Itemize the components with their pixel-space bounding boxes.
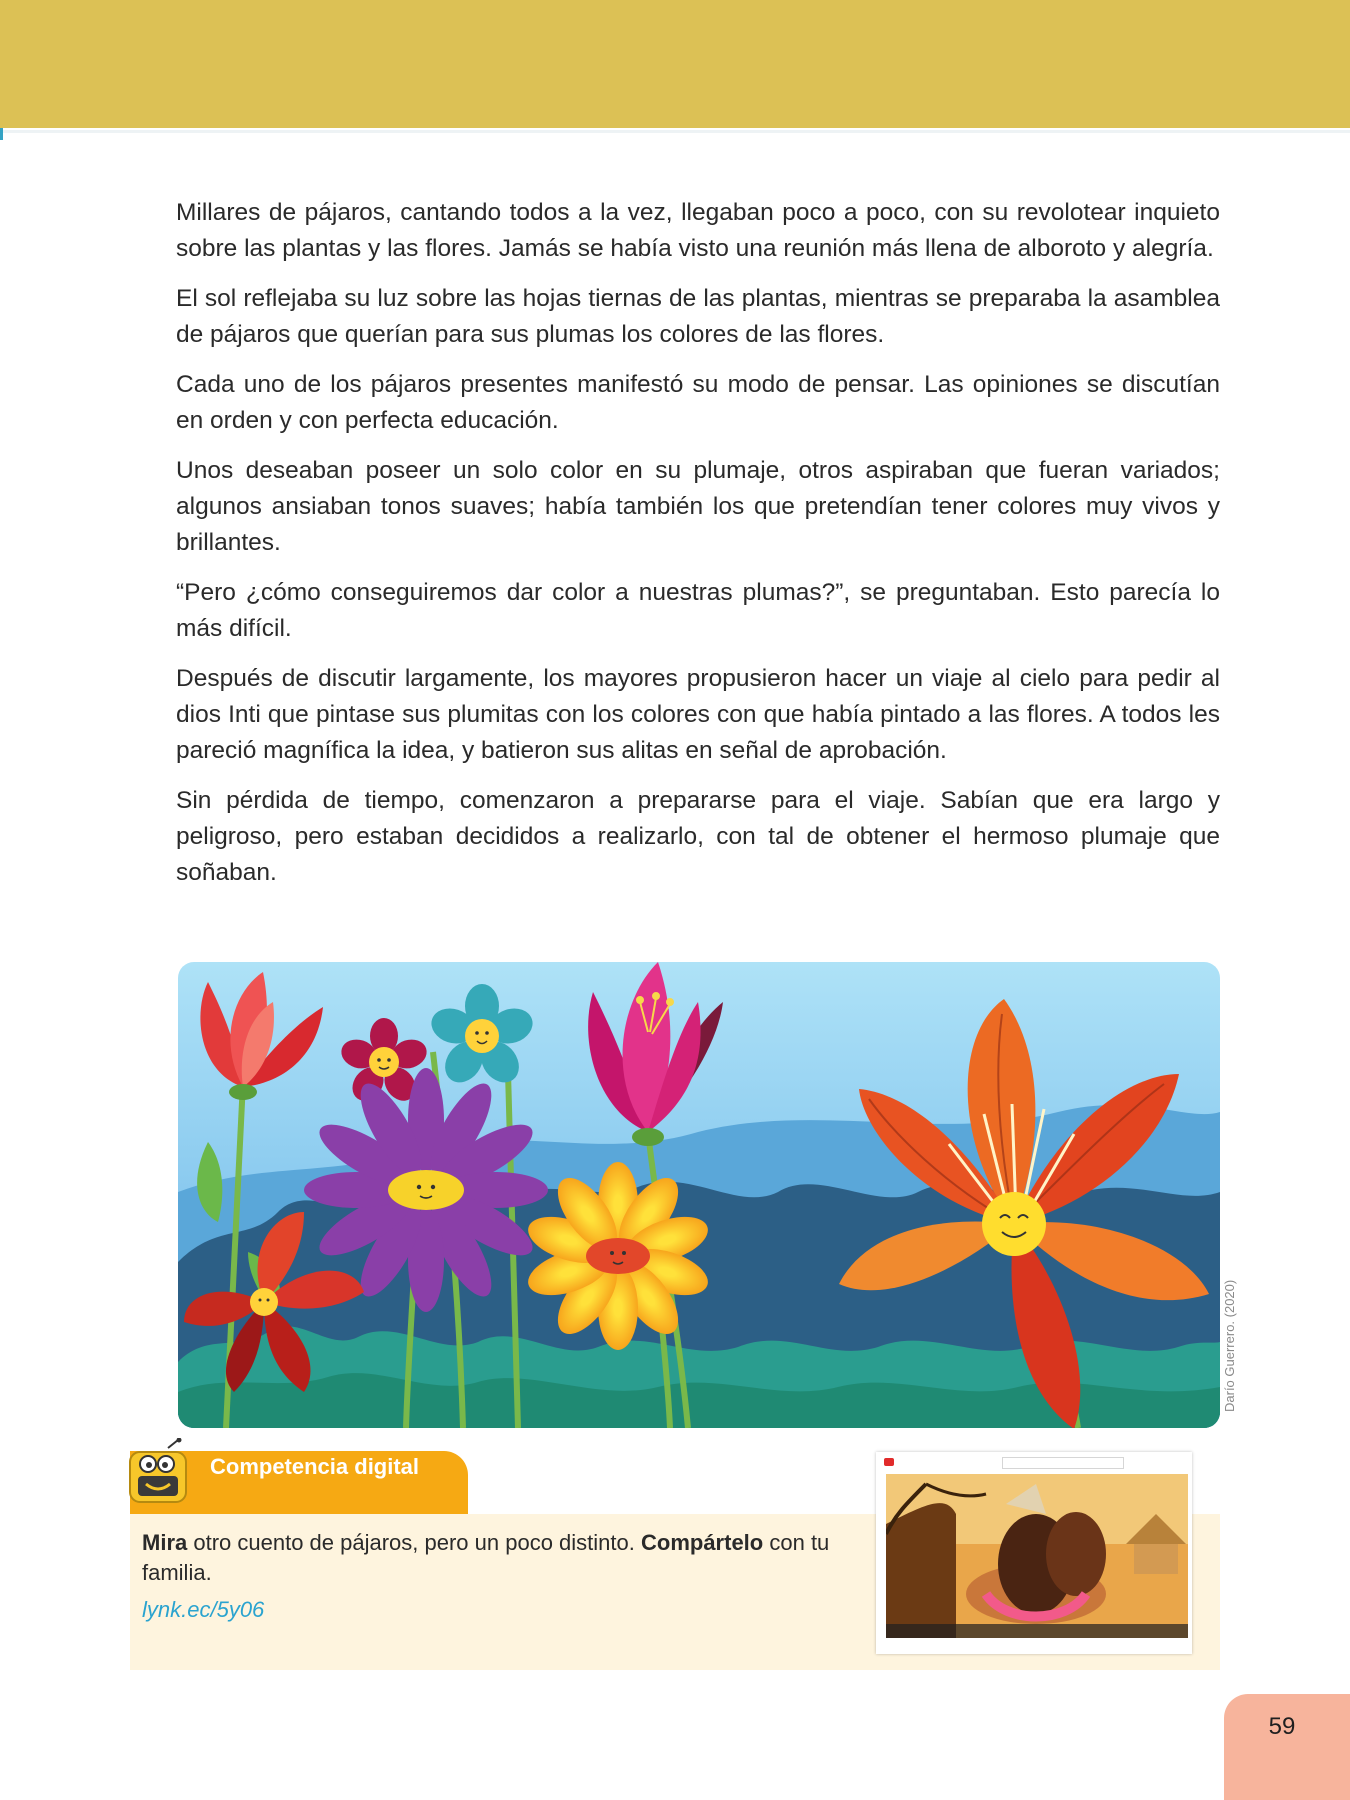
- header-rule: [0, 130, 1350, 133]
- story-paragraph-1: Millares de pájaros, cantando todos a la vez, llegaban poco a poco, con su revolotear inquieto sobre las plantas y las flores. Jamás se había visto una reunión más llena de alboroto y alegría.: [176, 199, 1220, 262]
- digital-competence-text: [142, 1528, 862, 1588]
- story-paragraph-4: Unos deseaban poseer un solo color en su plumaje, otros aspiraban que fueran variados; algunos ansiaban tonos suaves; había también los que pretendían tener colores muy vivos y brillantes.: [176, 457, 1220, 556]
- story-paragraph-3: Cada uno de los pájaros presentes manifestó su modo de pensar. Las opiniones se discutían en orden y con perfecta educación.: [176, 371, 1220, 434]
- digital-text-verb: Mira: [142, 1530, 188, 1555]
- page-number: 59: [1268, 1713, 1296, 1740]
- play-logo-icon: [884, 1458, 894, 1466]
- video-link[interactable]: lynk.ec/5y06: [142, 1597, 265, 1622]
- story-paragraph-6: Después de discutir largamente, los mayores propusieron hacer un viaje al cielo para pedir al dios Inti que pintase sus plumitas con los colores con que había pintado a las flores. A todos les pareció magnífica la idea, y batieron sus alitas en señal de aprobación.: [176, 665, 1220, 764]
- illustration-credit: Darío Guerrero. (2020): [1222, 1279, 1237, 1412]
- video-player-bar: [876, 1452, 1192, 1474]
- digital-competence-title: Competencia digital: [210, 1454, 420, 1479]
- story-paragraph-2: El sol reflejaba su luz sobre las hojas tiernas de las plantas, mientras se preparaba la asamblea de pájaros que querían para sus plumas los colores de las flores.: [176, 285, 1220, 348]
- video-search-box: [1002, 1457, 1124, 1469]
- robot-mascot-icon: [124, 1438, 200, 1514]
- story-paragraph-7: Sin pérdida de tiempo, comenzaron a prepararse para el viaje. Sabían que era largo y peligroso, pero estaban decididos a realizarlo, con tal de obtener el hermoso plumaje que soñaban.: [176, 787, 1220, 886]
- digital-text-end: con tu familia.: [142, 1530, 830, 1585]
- story-text: [176, 195, 1220, 905]
- header-band: [0, 0, 1350, 128]
- story-paragraph-5: “Pero ¿cómo conseguiremos dar color a nuestras plumas?”, se preguntaban. Esto parecía lo más difícil.: [176, 579, 1220, 642]
- digital-text-body: otro cuento de pájaros, pero un poco distinto.: [187, 1530, 641, 1555]
- header-accent-mark: [0, 128, 3, 140]
- page-number-tab: [1224, 1694, 1350, 1800]
- video-thumbnail[interactable]: [876, 1452, 1192, 1654]
- flowers-illustration: [178, 962, 1220, 1428]
- video-frame: [886, 1474, 1188, 1638]
- digital-text-share: Compártelo: [641, 1530, 764, 1555]
